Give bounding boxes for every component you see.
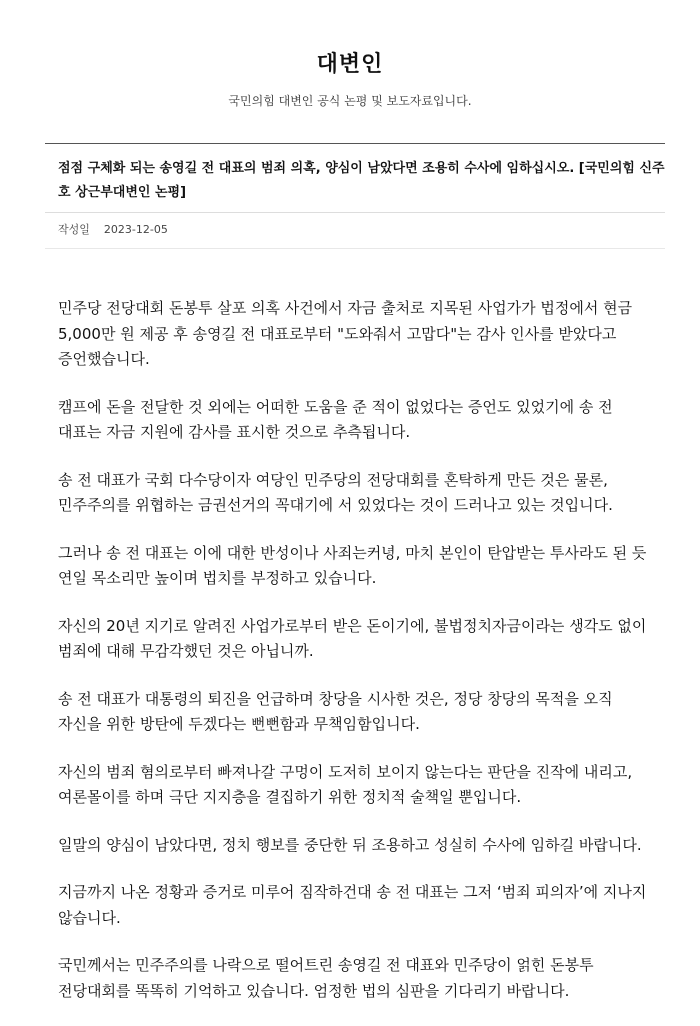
title-divider [45,212,665,213]
body-paragraph: 일말의 양심이 남았다면, 정치 행보를 중단한 뒤 조용하고 성실히 수사에 임하길 바랍니다. [58,835,642,854]
meta-divider [45,248,665,249]
body-paragraph: 자신의 범죄 혐의로부터 빠져나갈 구멍이 도저히 보이지 않는다는 판단을 진작에 내리고, 여론몰이를 하며 극단 지지층을 결집하기 위한 정치적 술책일 뿐입니다. [58,762,633,806]
post-meta [58,221,168,239]
site-header [0,50,700,110]
body-paragraph: 민주당 전당대회 돈봉투 살포 의혹 사건에서 자금 출처로 지목된 사업가가 법정에서 현금 5,000만 원 제공 후 송영길 전 대표로부터 "도와줘서 고맙다"는 감사 인사를 받았다고 증언했습니다. [58,299,633,368]
post-body [58,296,650,1026]
body-paragraph: 캠프에 돈을 전달한 것 외에는 어떠한 도움을 준 적이 없었다는 증언도 있었기에 송 전 대표는 자금 지원에 감사를 표시한 것으로 추측됩니다. [58,397,613,441]
body-paragraph: 그러나 송 전 대표는 이에 대한 반성이나 사죄는커녕, 마치 본인이 탄압받는 투사라도 된 듯 연일 목소리만 높이며 법치를 부정하고 있습니다. [58,543,647,587]
date-label: 작성일 [58,223,90,236]
site-title[interactable]: 대변인 [316,52,384,77]
post-date: 2023-12-05 [103,223,168,236]
body-paragraph: 송 전 대표가 국회 다수당이자 여당인 민주당의 전당대회를 혼탁하게 만든 것은 물론, 민주주의를 위협하는 금권선거의 꼭대기에 서 있었다는 것이 드러나고 있는 것입니다. [58,470,613,514]
body-paragraph: 지금까지 나온 정황과 증거로 미루어 짐작하건대 송 전 대표는 그저 ‘범죄 피의자’에 지나지 않습니다. [58,883,647,927]
body-paragraph: 자신의 20년 지기로 알려진 사업가로부터 받은 돈이기에, 불법정치자금이라는 생각도 없이 범죄에 대해 무감각했던 것은 아닙니까. [58,616,647,660]
header-divider [45,143,665,144]
body-paragraph: 국민께서는 민주주의를 나락으로 떨어트린 송영길 전 대표와 민주당이 얽힌 돈봉투 전당대회를 똑똑히 기억하고 있습니다. 엄정한 법의 심판을 기다리기 바랍니다. [58,956,594,1000]
post-title: 점점 구체화 되는 송영길 전 대표의 범죄 의혹, 양심이 남았다면 조용히 수사에 임하십시오. [국민의힘 신주호 상근부대변인 논평] [58,161,665,200]
body-paragraph: 송 전 대표가 대통령의 퇴진을 언급하며 창당을 시사한 것은, 정당 창당의 목적을 오직 자신을 위한 방탄에 두겠다는 뻔뻔함과 무책임함입니다. [58,689,613,733]
site-subtitle: 국민의힘 대변인 공식 논평 및 보도자료입니다. [228,94,472,108]
